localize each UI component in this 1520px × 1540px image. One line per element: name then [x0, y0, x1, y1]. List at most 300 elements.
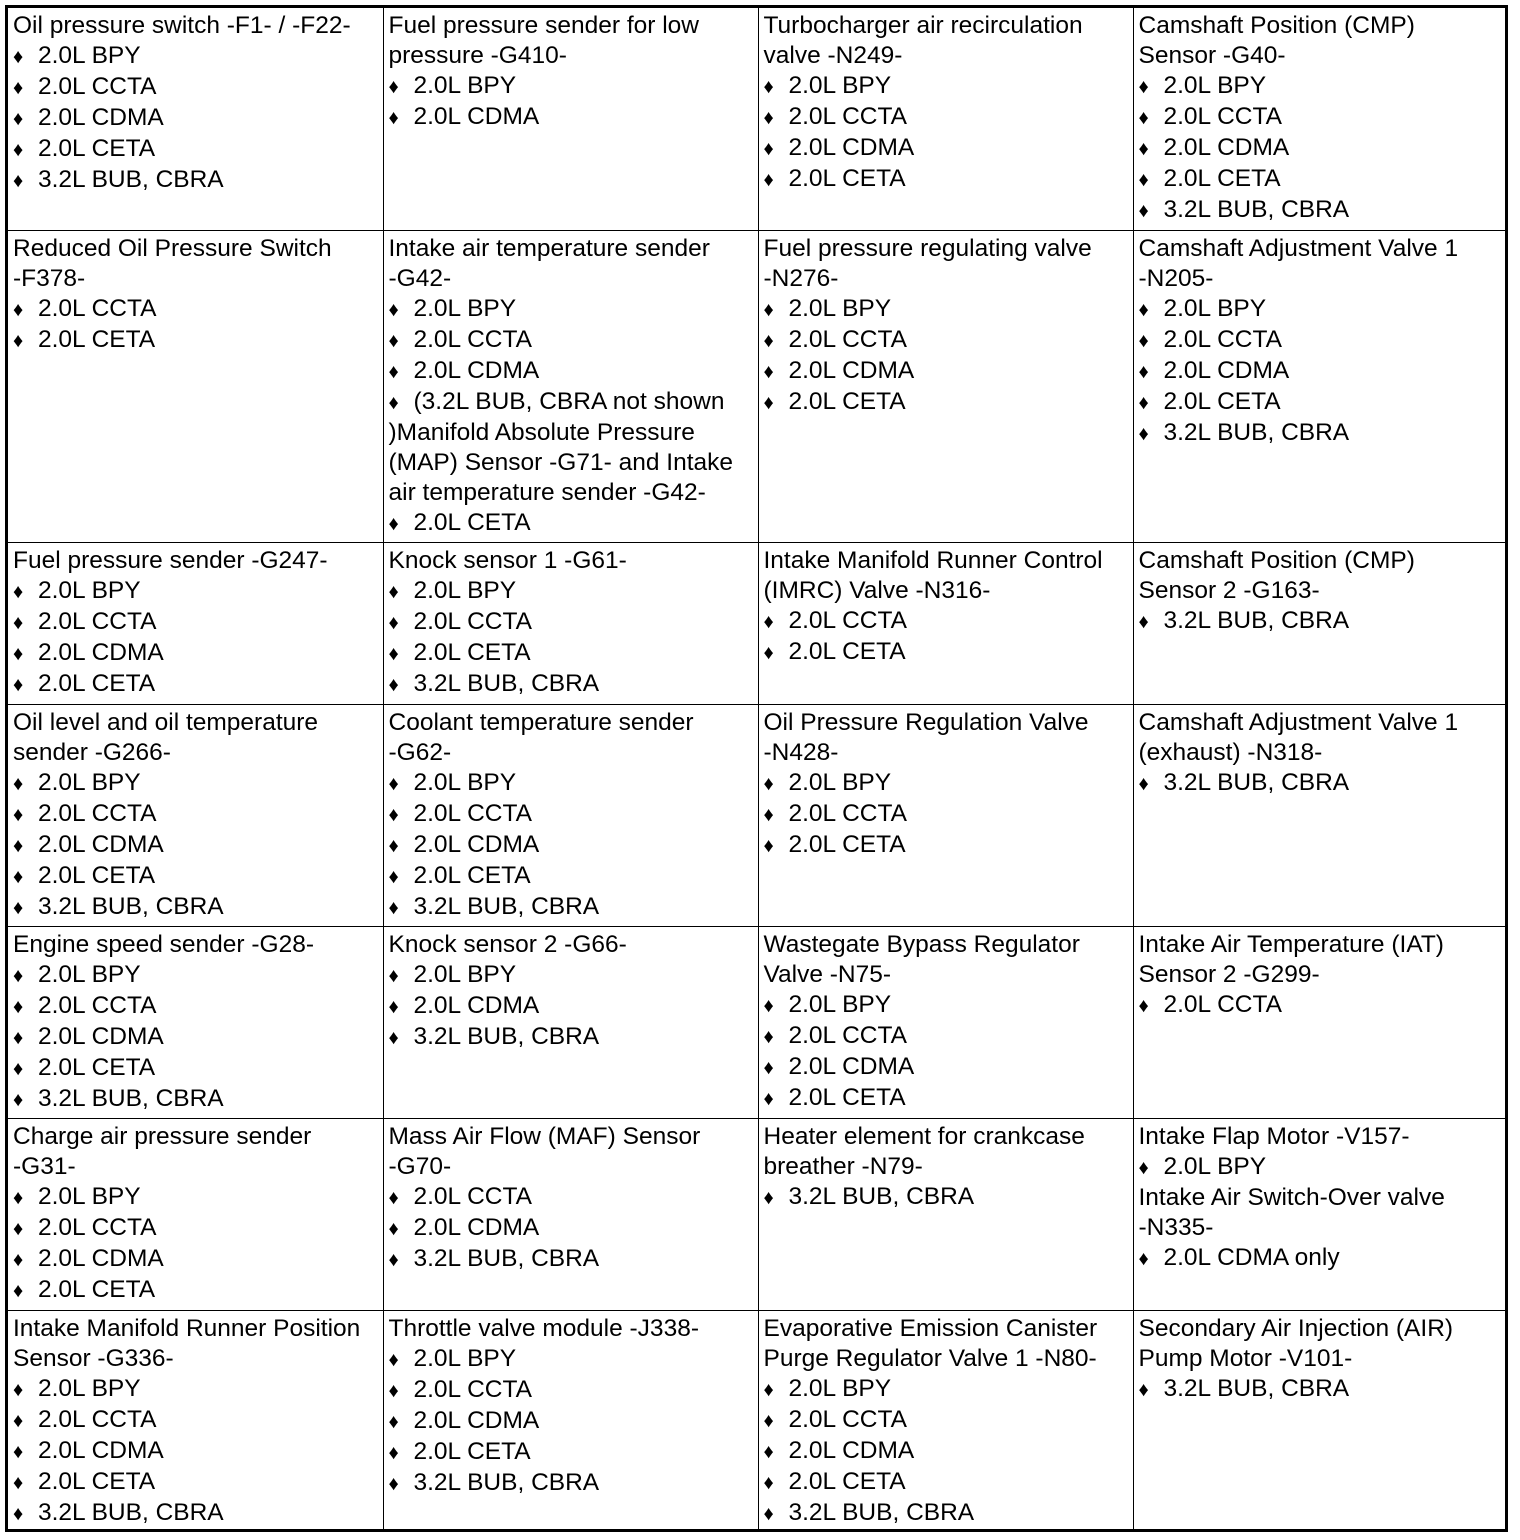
- diamond-bullet-icon: ♦: [13, 611, 24, 634]
- engine-code-text: 2.0L BPY: [413, 768, 517, 796]
- component-cell: [1133, 542, 1505, 704]
- engine-list-item: [389, 960, 758, 991]
- component-cell: [758, 230, 1133, 542]
- engine-list-item: [13, 1374, 383, 1405]
- component-cell: [758, 8, 1133, 230]
- component-cell: [1133, 1118, 1505, 1310]
- diamond-bullet-icon: ♦: [763, 107, 774, 129]
- diamond-bullet-icon: ♦: [1138, 391, 1149, 414]
- component-title-line: -F378-: [13, 264, 86, 292]
- table-row: [8, 704, 1505, 926]
- diamond-bullet-icon: ♦: [1138, 107, 1149, 129]
- table-row: [8, 542, 1505, 704]
- engine-code-text: 2.0L CDMA: [413, 103, 540, 130]
- engine-code-text: 3.2L BUB, CBRA: [413, 1244, 600, 1272]
- diamond-bullet-icon: ♦: [763, 641, 774, 664]
- diamond-bullet-icon: ♦: [388, 834, 399, 857]
- engine-code-text: 2.0L CCTA: [413, 799, 532, 827]
- engine-list-item: [389, 294, 758, 325]
- engine-code-text: 2.0L BPY: [788, 1374, 892, 1402]
- component-title-line: Valve -N75-: [763, 960, 892, 988]
- engine-list-item: [13, 103, 383, 134]
- engine-code-text: 2.0L CCTA: [38, 294, 157, 322]
- diamond-bullet-icon: ♦: [763, 1378, 774, 1401]
- component-cell: [383, 926, 758, 1118]
- engine-code-text: 2.0L CDMA only: [1163, 1243, 1340, 1271]
- engine-list-item: [389, 1022, 758, 1053]
- engine-code-text: 2.0L BPY: [38, 768, 141, 796]
- diamond-bullet-icon: ♦: [388, 1441, 399, 1464]
- diamond-bullet-icon: ♦: [13, 1088, 24, 1111]
- diamond-bullet-icon: ♦: [13, 77, 24, 99]
- diamond-bullet-icon: ♦: [763, 138, 774, 160]
- component-title-line: -G31-: [13, 1152, 76, 1180]
- engine-list-item: [764, 356, 1133, 387]
- component-cell: [383, 1118, 758, 1310]
- engine-code-text: 2.0L BPY: [788, 72, 892, 99]
- engine-code-text: 2.0L CDMA: [38, 104, 164, 131]
- engine-code-text: 2.0L CETA: [38, 669, 156, 697]
- engine-code-text: 2.0L CETA: [38, 1467, 156, 1495]
- diamond-bullet-icon: ♦: [763, 1186, 774, 1209]
- engine-code-text: 2.0L BPY: [413, 576, 517, 604]
- diamond-bullet-icon: ♦: [13, 139, 24, 161]
- engine-code-text: 2.0L CETA: [788, 387, 906, 415]
- diamond-bullet-icon: ♦: [13, 1217, 24, 1240]
- engine-code-text: 2.0L CCTA: [413, 607, 532, 635]
- engine-list-item: [1139, 164, 1506, 195]
- diamond-bullet-icon: ♦: [763, 994, 774, 1017]
- diamond-bullet-icon: ♦: [388, 611, 399, 634]
- engine-list-item: [13, 1022, 383, 1053]
- engine-code-text: 2.0L CCTA: [38, 1213, 157, 1241]
- component-title-line: Engine speed sender -G28-: [13, 930, 314, 958]
- diamond-bullet-icon: ♦: [763, 298, 774, 321]
- diamond-bullet-icon: ♦: [388, 964, 399, 987]
- component-title-line: -N428-: [763, 738, 839, 766]
- component-cell: [8, 1118, 383, 1310]
- component-cell: [8, 8, 383, 230]
- engine-code-text: 3.2L BUB, CBRA: [1163, 418, 1350, 446]
- component-title-line: Purge Regulator Valve 1 -N80-: [763, 1344, 1097, 1372]
- engine-code-text: 2.0L BPY: [788, 990, 892, 1018]
- engine-code-text: 3.2L BUB, CBRA: [413, 1022, 600, 1050]
- diamond-bullet-icon: ♦: [388, 329, 399, 352]
- component-cell: [383, 1310, 758, 1529]
- engine-code-text: 2.0L BPY: [1163, 294, 1267, 322]
- diamond-bullet-icon: ♦: [388, 1472, 399, 1495]
- component-title-line: Intake Flap Motor -V157-: [1138, 1122, 1410, 1150]
- table-row: [8, 926, 1505, 1118]
- diamond-bullet-icon: ♦: [13, 329, 24, 352]
- engine-code-text: 2.0L CDMA: [413, 1213, 540, 1241]
- component-cell: [1133, 1310, 1505, 1529]
- diamond-bullet-icon: ♦: [13, 1409, 24, 1432]
- engine-list-item: [13, 991, 383, 1022]
- diamond-bullet-icon: ♦: [1138, 298, 1149, 321]
- diamond-bullet-icon: ♦: [1138, 422, 1149, 445]
- engine-code-text: 2.0L CCTA: [413, 1375, 532, 1403]
- engine-list-item: [764, 1405, 1133, 1436]
- diamond-bullet-icon: ♦: [13, 108, 24, 130]
- component-title-line: pressure -G410-: [388, 42, 567, 69]
- engine-code-text: 2.0L CDMA: [413, 1406, 540, 1434]
- component-title-line: Knock sensor 2 -G66-: [388, 930, 627, 958]
- engine-code-text: 2.0L CETA: [38, 1275, 156, 1303]
- diamond-bullet-icon: ♦: [388, 1026, 399, 1049]
- engine-code-text: 2.0L CDMA: [1163, 356, 1290, 384]
- component-cell: [383, 230, 758, 542]
- diamond-bullet-icon: ♦: [763, 803, 774, 826]
- engine-list-item: [1139, 356, 1506, 387]
- component-cell: [758, 926, 1133, 1118]
- diamond-bullet-icon: ♦: [388, 1410, 399, 1433]
- engine-list-item: [764, 637, 1133, 668]
- engine-list-item: [389, 325, 758, 356]
- component-title-line: Intake Air Temperature (IAT): [1138, 930, 1444, 958]
- component-note-line: Intake Air Switch-Over valve: [1138, 1183, 1445, 1211]
- diamond-bullet-icon: ♦: [388, 995, 399, 1018]
- component-title-line: valve -N249-: [763, 42, 903, 69]
- diamond-bullet-icon: ♦: [1138, 1378, 1149, 1401]
- engine-list-item: [764, 1374, 1133, 1405]
- diamond-bullet-icon: ♦: [388, 76, 399, 98]
- engine-code-text: 2.0L CETA: [413, 638, 531, 666]
- engine-list-item: [13, 294, 383, 325]
- engine-code-text: 2.0L CETA: [413, 1437, 531, 1465]
- engine-code-text: 2.0L CCTA: [38, 607, 157, 635]
- component-title-line: (IMRC) Valve -N316-: [763, 576, 991, 604]
- diamond-bullet-icon: ♦: [1138, 169, 1149, 191]
- table-row: [8, 8, 1505, 230]
- component-title-line: Turbocharger air recirculation: [763, 12, 1083, 39]
- component-title-line: (exhaust) -N318-: [1138, 738, 1323, 766]
- component-cell: [383, 8, 758, 230]
- engine-code-text: 2.0L CETA: [413, 508, 531, 536]
- component-title-line: Mass Air Flow (MAF) Sensor: [388, 1122, 701, 1150]
- engine-list-item: [764, 768, 1133, 799]
- engine-list-item: [13, 861, 383, 892]
- engine-list-item: [389, 638, 758, 669]
- component-title-line: Reduced Oil Pressure Switch: [13, 234, 332, 262]
- diamond-bullet-icon: ♦: [388, 107, 399, 129]
- engine-code-text: 2.0L CDMA: [1163, 134, 1290, 161]
- table-row: [8, 230, 1505, 542]
- engine-list-item: [13, 892, 383, 923]
- engine-code-text: 2.0L CDMA: [413, 830, 540, 858]
- diamond-bullet-icon: ♦: [13, 580, 24, 603]
- engine-code-text: 2.0L CDMA: [413, 356, 540, 384]
- engine-code-text: 2.0L CDMA: [38, 830, 164, 858]
- engine-list-item: [764, 102, 1133, 133]
- diamond-bullet-icon: ♦: [1138, 1247, 1149, 1270]
- diamond-bullet-icon: ♦: [763, 391, 774, 414]
- engine-code-text: 2.0L BPY: [38, 1182, 141, 1210]
- engine-list-item: [389, 892, 758, 923]
- engine-list-item: [764, 1083, 1133, 1114]
- engine-code-text: 2.0L BPY: [413, 1344, 517, 1372]
- diamond-bullet-icon: ♦: [13, 1502, 24, 1525]
- engine-code-text: 2.0L CCTA: [788, 325, 907, 353]
- component-cell: [8, 1310, 383, 1529]
- component-title-line: breather -N79-: [763, 1152, 923, 1180]
- engine-code-text: 3.2L BUB, CBRA: [788, 1182, 975, 1210]
- component-title-line: Camshaft Position (CMP): [1138, 12, 1415, 39]
- engine-list-item: [389, 1375, 758, 1406]
- engine-list-item: [13, 960, 383, 991]
- engine-code-text: 2.0L CETA: [788, 1083, 906, 1111]
- diamond-bullet-icon: ♦: [388, 803, 399, 826]
- engine-list-item: [764, 830, 1133, 861]
- engine-list-item: [389, 1406, 758, 1437]
- component-title-line: Intake air temperature sender: [388, 234, 710, 262]
- diamond-bullet-icon: ♦: [763, 610, 774, 633]
- diamond-bullet-icon: ♦: [1138, 610, 1149, 633]
- diamond-bullet-icon: ♦: [13, 964, 24, 987]
- engine-list-item: [1139, 71, 1506, 102]
- component-title-line: Throttle valve module -J338-: [388, 1314, 699, 1342]
- component-title-line: Fuel pressure sender for low: [388, 12, 699, 39]
- diamond-bullet-icon: ♦: [763, 1471, 774, 1494]
- engine-code-text: 3.2L BUB, CBRA: [1163, 196, 1350, 223]
- engine-code-text: 2.0L CCTA: [38, 799, 157, 827]
- component-note-line: )Manifold Absolute Pressure: [388, 418, 695, 446]
- engine-list-item: [389, 1437, 758, 1468]
- diamond-bullet-icon: ♦: [388, 1248, 399, 1271]
- diamond-bullet-icon: ♦: [1138, 76, 1149, 98]
- component-title-line: Fuel pressure regulating valve: [763, 234, 1092, 262]
- engine-list-item: [764, 294, 1133, 325]
- engine-list-item: [1139, 1374, 1506, 1405]
- engine-list-item: [13, 1084, 383, 1115]
- component-cell: [8, 704, 383, 926]
- engine-list-item: [13, 1405, 383, 1436]
- engine-code-text: 2.0L CCTA: [38, 991, 157, 1019]
- diamond-bullet-icon: ♦: [388, 1379, 399, 1402]
- engine-list-item: [13, 1436, 383, 1467]
- component-title-line: -G42-: [388, 264, 452, 292]
- component-title-line: Secondary Air Injection (AIR): [1138, 1314, 1454, 1342]
- diamond-bullet-icon: ♦: [763, 360, 774, 383]
- engine-code-text: 2.0L CCTA: [38, 1405, 157, 1433]
- engine-list-item: [1139, 195, 1506, 226]
- engine-list-item: [13, 830, 383, 861]
- diamond-bullet-icon: ♦: [763, 1087, 774, 1110]
- component-title-line: Pump Motor -V101-: [1138, 1344, 1353, 1372]
- component-cell: [758, 1118, 1133, 1310]
- engine-list-item: [1139, 990, 1506, 1021]
- engine-code-text: 2.0L CCTA: [788, 1021, 907, 1049]
- engine-code-text: 3.2L BUB, CBRA: [413, 892, 600, 920]
- engine-list-item: [13, 768, 383, 799]
- component-note-line: -N335-: [1138, 1213, 1214, 1241]
- component-title-line: -N276-: [763, 264, 839, 292]
- engine-code-text: 2.0L CETA: [413, 861, 531, 889]
- diamond-bullet-icon: ♦: [1138, 138, 1149, 160]
- diamond-bullet-icon: ♦: [763, 1056, 774, 1079]
- engine-list-item: [764, 1021, 1133, 1052]
- engine-code-text: 3.2L BUB, CBRA: [38, 1084, 224, 1112]
- engine-list-item: [764, 1052, 1133, 1083]
- engine-code-text: 2.0L CDMA: [788, 134, 915, 161]
- engine-list-item: [389, 1344, 758, 1375]
- diamond-bullet-icon: ♦: [388, 896, 399, 919]
- component-cell: [8, 926, 383, 1118]
- engine-list-item: [764, 71, 1133, 102]
- engine-list-item: [764, 1436, 1133, 1467]
- engine-list-item: [764, 164, 1133, 195]
- diamond-bullet-icon: ♦: [13, 995, 24, 1018]
- engine-code-text: 2.0L CETA: [788, 165, 906, 192]
- engine-code-text: 2.0L BPY: [788, 768, 892, 796]
- engine-code-text: 3.2L BUB, CBRA: [1163, 768, 1350, 796]
- engine-code-text: 3.2L BUB, CBRA: [38, 166, 224, 193]
- engine-code-text: 2.0L BPY: [1163, 72, 1267, 99]
- engine-code-text: 2.0L CETA: [788, 1467, 906, 1495]
- engine-code-text: 2.0L CETA: [38, 325, 156, 353]
- engine-list-item: [1139, 418, 1506, 449]
- engine-list-item: [764, 1182, 1133, 1213]
- component-title-line: Oil level and oil temperature: [13, 708, 319, 736]
- engine-code-text: 3.2L BUB, CBRA: [38, 892, 224, 920]
- engine-code-text: 2.0L CETA: [788, 637, 906, 665]
- engine-list-item: [13, 1213, 383, 1244]
- engine-code-text: 2.0L BPY: [1163, 1152, 1267, 1180]
- table-row: [8, 1310, 1505, 1529]
- diamond-bullet-icon: ♦: [763, 772, 774, 795]
- diamond-bullet-icon: ♦: [13, 803, 24, 826]
- component-cell: [8, 542, 383, 704]
- engine-code-text: 2.0L CCTA: [788, 103, 907, 130]
- diamond-bullet-icon: ♦: [1138, 200, 1149, 222]
- diamond-bullet-icon: ♦: [1138, 360, 1149, 383]
- component-title-line: Fuel pressure sender -G247-: [13, 546, 328, 574]
- diamond-bullet-icon: ♦: [388, 1348, 399, 1371]
- engine-list-item: [764, 387, 1133, 418]
- diamond-bullet-icon: ♦: [1138, 329, 1149, 352]
- component-title-line: -G62-: [388, 738, 452, 766]
- engine-code-text: 2.0L CCTA: [413, 1182, 532, 1210]
- diamond-bullet-icon: ♦: [13, 865, 24, 888]
- diamond-bullet-icon: ♦: [763, 1502, 774, 1525]
- diamond-bullet-icon: ♦: [13, 1378, 24, 1401]
- diamond-bullet-icon: ♦: [388, 391, 399, 414]
- engine-code-text: 2.0L CETA: [1163, 165, 1281, 192]
- engine-list-item: [389, 508, 758, 539]
- engine-code-text: 3.2L BUB, CBRA: [413, 669, 600, 697]
- component-cell: [1133, 230, 1505, 542]
- component-cell: [1133, 926, 1505, 1118]
- component-title-line: Intake Manifold Runner Position: [13, 1314, 361, 1342]
- engine-code-text: 3.2L BUB, CBRA: [1163, 606, 1350, 634]
- engine-code-text: 2.0L CDMA: [788, 1436, 915, 1464]
- component-title-line: Sensor -G40-: [1138, 42, 1286, 69]
- diamond-bullet-icon: ♦: [763, 329, 774, 352]
- engine-list-item: [389, 1244, 758, 1275]
- diamond-bullet-icon: ♦: [388, 580, 399, 603]
- engine-list-item: [13, 669, 383, 700]
- component-title-line: Wastegate Bypass Regulator: [763, 930, 1080, 958]
- diamond-bullet-icon: ♦: [13, 1057, 24, 1080]
- diamond-bullet-icon: ♦: [763, 76, 774, 98]
- engine-list-item: [13, 638, 383, 669]
- diamond-bullet-icon: ♦: [388, 298, 399, 321]
- engine-code-text: 2.0L BPY: [38, 576, 141, 604]
- component-title-line: Camshaft Adjustment Valve 1: [1138, 234, 1459, 262]
- component-title-line: Heater element for crankcase: [763, 1122, 1085, 1150]
- engine-list-item: [1139, 325, 1506, 356]
- engine-list-item: [1139, 606, 1506, 637]
- engine-list-item: [764, 1467, 1133, 1498]
- component-cell: [383, 542, 758, 704]
- component-cell: [758, 704, 1133, 926]
- engine-list-item: [13, 1053, 383, 1084]
- engine-list-item: [764, 133, 1133, 164]
- component-title-line: Charge air pressure sender: [13, 1122, 312, 1150]
- engine-list-item: [13, 1498, 383, 1529]
- engine-list-item: [389, 71, 758, 102]
- component-title-line: Camshaft Adjustment Valve 1: [1138, 708, 1459, 736]
- engine-list-item: [13, 1244, 383, 1275]
- engine-code-text: 2.0L BPY: [413, 72, 517, 99]
- diamond-bullet-icon: ♦: [763, 834, 774, 857]
- engine-code-text: 2.0L CDMA: [38, 1022, 164, 1050]
- engine-list-item: [13, 165, 383, 196]
- component-cell: [8, 230, 383, 542]
- diamond-bullet-icon: ♦: [13, 642, 24, 665]
- engine-list-item: [764, 325, 1133, 356]
- component-title-line: Oil pressure switch -F1- / -F22-: [13, 12, 351, 39]
- engine-code-text: 2.0L BPY: [413, 294, 517, 322]
- component-title-line: Sensor -G336-: [13, 1344, 174, 1372]
- engine-code-text: 2.0L CDMA: [38, 1244, 164, 1272]
- engine-code-text: 3.2L BUB, CBRA: [1163, 1374, 1350, 1402]
- component-cell: [758, 1310, 1133, 1529]
- component-cell: [1133, 8, 1505, 230]
- diamond-bullet-icon: ♦: [13, 896, 24, 919]
- engine-code-text: 2.0L CCTA: [38, 73, 157, 100]
- diamond-bullet-icon: ♦: [1138, 772, 1149, 795]
- engine-list-item: [389, 669, 758, 700]
- diamond-bullet-icon: ♦: [13, 1471, 24, 1494]
- component-title-line: -N205-: [1138, 264, 1214, 292]
- component-cell: [1133, 704, 1505, 926]
- engine-list-item: [13, 325, 383, 356]
- engine-code-text: 2.0L CETA: [1163, 387, 1281, 415]
- engine-list-item: [13, 1275, 383, 1306]
- engine-code-text: 2.0L CCTA: [1163, 990, 1282, 1018]
- engine-code-text: 2.0L CCTA: [788, 1405, 907, 1433]
- engine-list-item: [389, 1213, 758, 1244]
- diamond-bullet-icon: ♦: [13, 834, 24, 857]
- diamond-bullet-icon: ♦: [763, 1025, 774, 1048]
- engine-list-item: [13, 576, 383, 607]
- diamond-bullet-icon: ♦: [388, 865, 399, 888]
- engine-code-text: 2.0L BPY: [413, 960, 517, 988]
- diamond-bullet-icon: ♦: [13, 1248, 24, 1271]
- diamond-bullet-icon: ♦: [388, 1186, 399, 1209]
- engine-list-item: [764, 990, 1133, 1021]
- diamond-bullet-icon: ♦: [388, 512, 399, 535]
- diamond-bullet-icon: ♦: [388, 1217, 399, 1240]
- engine-list-item: [1139, 768, 1506, 799]
- diamond-bullet-icon: ♦: [388, 642, 399, 665]
- engine-list-item: [13, 1467, 383, 1498]
- engine-list-item: [389, 768, 758, 799]
- table-row: [8, 1118, 1505, 1310]
- engine-code-text: 2.0L CETA: [38, 135, 156, 162]
- engine-code-text: 2.0L CDMA: [38, 1436, 164, 1464]
